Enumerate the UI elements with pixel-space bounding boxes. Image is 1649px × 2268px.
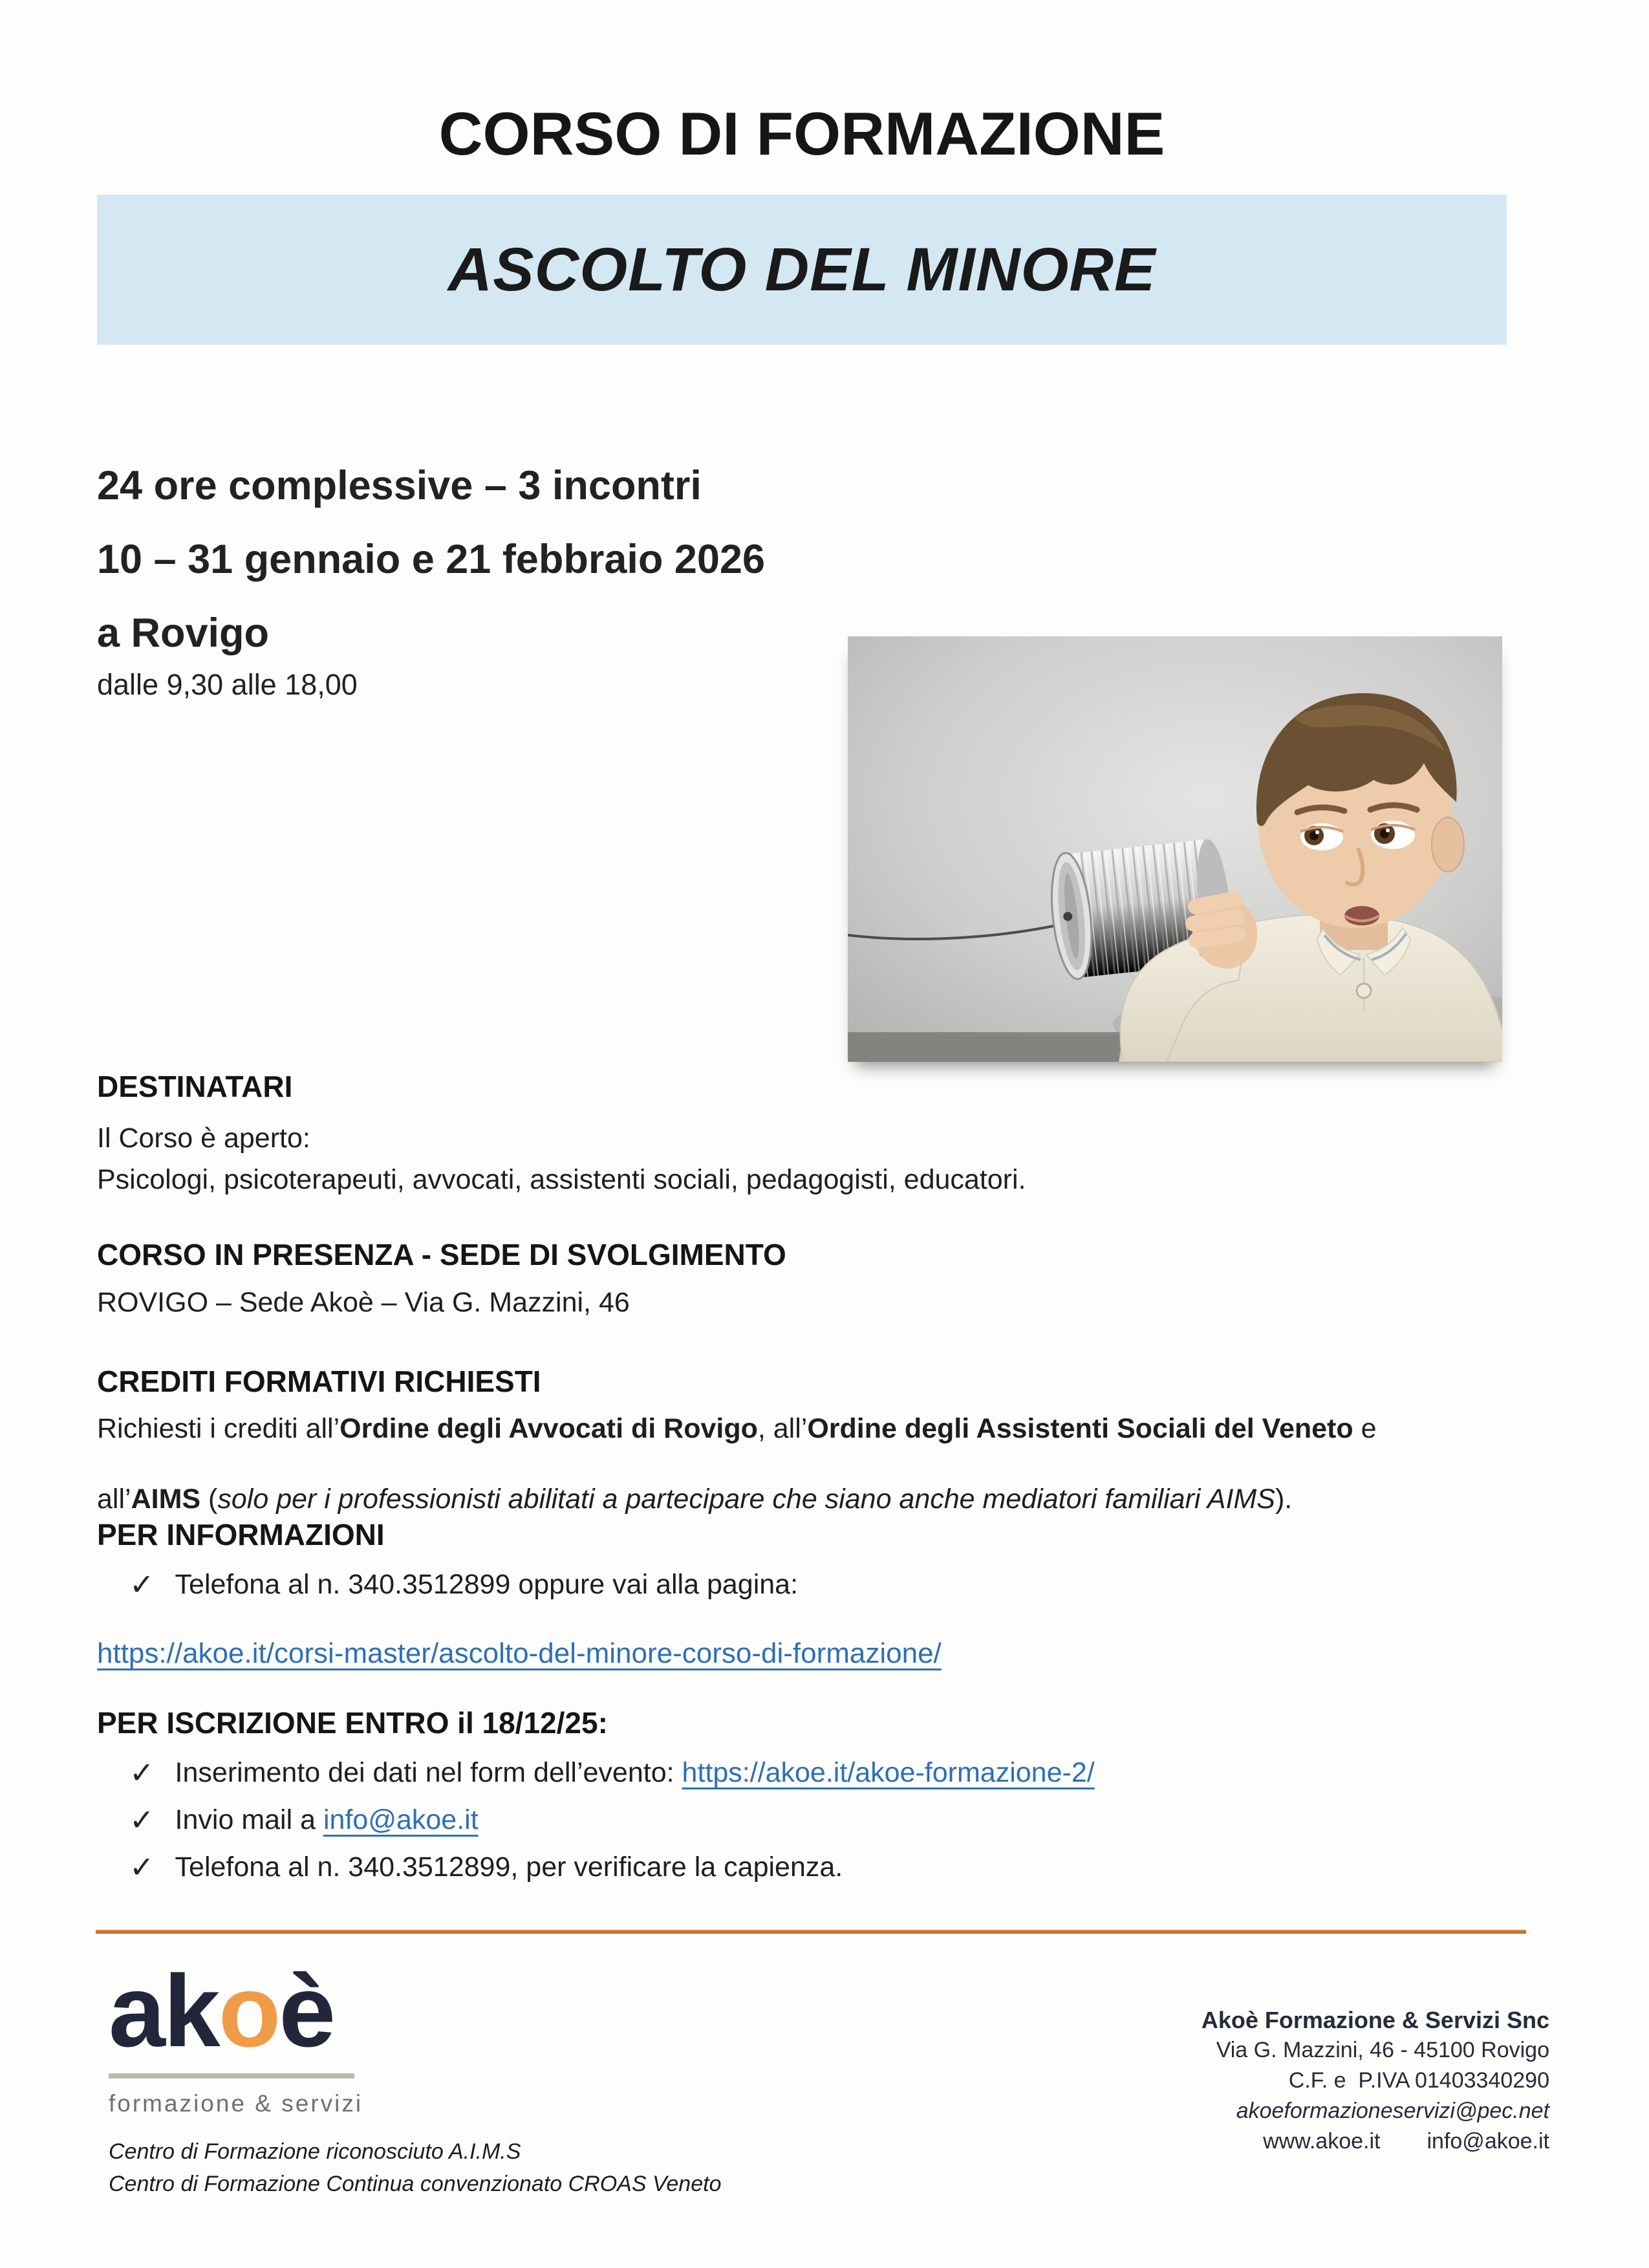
crediti-bold-3: AIMS [131, 1484, 201, 1515]
crediti-text-6: ). [1275, 1484, 1293, 1515]
logo-tagline: formazione & servizi [109, 2090, 363, 2117]
crediti-paragraph-line-2 [97, 1478, 1565, 1520]
footer-left [109, 1954, 885, 2200]
page-title: CORSO DI FORMAZIONE [438, 100, 1165, 167]
checkmark-icon: ✓ [129, 1850, 155, 1884]
iscrizione-bullet-2-content [175, 1798, 479, 1841]
crediti-text-2: , all’ [757, 1413, 808, 1444]
company-email: info@akoe.it [1427, 2129, 1549, 2154]
logo-letters-ak: ak [109, 1954, 219, 2068]
course-photo [848, 636, 1502, 1062]
crediti-bold-2: Ordine degli Assistenti Sociali del Veneto [807, 1413, 1353, 1444]
footer-divider [96, 1930, 1526, 1934]
company-info [838, 2005, 1549, 2157]
section-destinatari [97, 1068, 1565, 1200]
banner-title: ASCOLTO DEL MINORE [447, 235, 1156, 304]
crediti-bold-1: Ordine degli Avvocati di Rovigo [339, 1413, 758, 1444]
informazioni-heading: PER INFORMAZIONI [97, 1518, 385, 1551]
crediti-text-3: e [1353, 1413, 1377, 1444]
section-informazioni [97, 1517, 1565, 1672]
course-hours: dalle 9,30 alle 18,00 [97, 668, 358, 701]
iscrizione-bullet-1-text: Inserimento dei dati nel form dell’evento: [175, 1757, 682, 1788]
crediti-paragraph-line-1 [97, 1407, 1565, 1450]
iscrizione-bullet-3-text: Telefona al n. 340.3512899, per verificare la capienza. [175, 1852, 843, 1883]
logo-underline [109, 2073, 354, 2079]
company-website: www.akoe.it [1263, 2129, 1381, 2154]
boy-tin-can-photo [848, 636, 1502, 1062]
banner [97, 195, 1507, 345]
checkmark-icon: ✓ [129, 1756, 155, 1789]
course-dates: 10 – 31 gennaio e 21 febbraio 2026 [97, 537, 766, 582]
company-web-email-line [838, 2126, 1549, 2157]
company-vat: C.F. e P.IVA 01403340290 [1288, 2068, 1549, 2093]
informazioni-bullet-text: Telefona al n. 340.3512899 oppure vai alla pagina: [175, 1569, 799, 1600]
iscrizione-bullet-2 [97, 1798, 1565, 1841]
iscrizione-heading: PER ISCRIZIONE ENTRO il 18/12/25: [97, 1706, 608, 1740]
destinatari-intro: Il Corso è aperto: [97, 1123, 310, 1154]
crediti-text-4: all’ [97, 1484, 131, 1515]
croas-agreement-line: Centro di Formazione Continua convenzionato CROAS Veneto [109, 2172, 722, 2196]
company-pec: akoeformazioneservizi@pec.net [1236, 2099, 1549, 2123]
checkmark-icon: ✓ [129, 1803, 155, 1837]
aims-recognition-line: Centro di Formazione riconosciuto A.I.M.S [109, 2139, 521, 2164]
sede-heading: CORSO IN PRESENZA - SEDE DI SVOLGIMENTO [97, 1238, 786, 1271]
crediti-heading: CREDITI FORMATIVI RICHIESTI [97, 1365, 541, 1398]
crediti-italic-note: solo per i professionisti abilitati a partecipare che siano anche mediatori familiari AIMS [217, 1484, 1275, 1515]
iscrizione-bullet-2-text: Invio mail a [175, 1804, 323, 1835]
form-link[interactable]: https://akoe.it/akoe-formazione-2/ [682, 1757, 1095, 1788]
destinatari-audience: Psicologi, psicoterapeuti, avvocati, assistenti sociali, pedagogisti, educatori. [97, 1164, 1026, 1195]
course-location: a Rovigo [97, 610, 270, 656]
sede-address: ROVIGO – Sede Akoè – Via G. Mazzini, 46 [97, 1287, 630, 1318]
destinatari-heading: DESTINATARI [97, 1070, 293, 1103]
course-duration: 24 ore complessive – 3 incontri [97, 463, 702, 508]
company-name: Akoè Formazione & Servizi Snc [1201, 2007, 1549, 2033]
section-iscrizione [97, 1705, 1565, 1888]
section-sede [97, 1237, 1565, 1323]
informazioni-bullet [97, 1563, 1565, 1606]
logo-letter-o: o [218, 1954, 279, 2068]
crediti-text-5: ( [200, 1484, 218, 1515]
iscrizione-bullet-1 [97, 1751, 1565, 1794]
crediti-text-1: Richiesti i crediti all’ [97, 1413, 340, 1444]
course-page-link[interactable]: https://akoe.it/corsi-master/ascolto-del-minore-corso-di-formazione/ [97, 1637, 942, 1669]
iscrizione-bullet-3 [97, 1846, 1565, 1888]
company-address: Via G. Mazzini, 46 - 45100 Rovigo [1216, 2038, 1549, 2062]
akoe-logo [109, 1954, 885, 2068]
iscrizione-bullet-1-content [175, 1751, 1095, 1794]
checkmark-icon: ✓ [129, 1568, 155, 1601]
email-link[interactable]: info@akoe.it [323, 1804, 479, 1835]
logo-letter-e: è [279, 1954, 334, 2068]
